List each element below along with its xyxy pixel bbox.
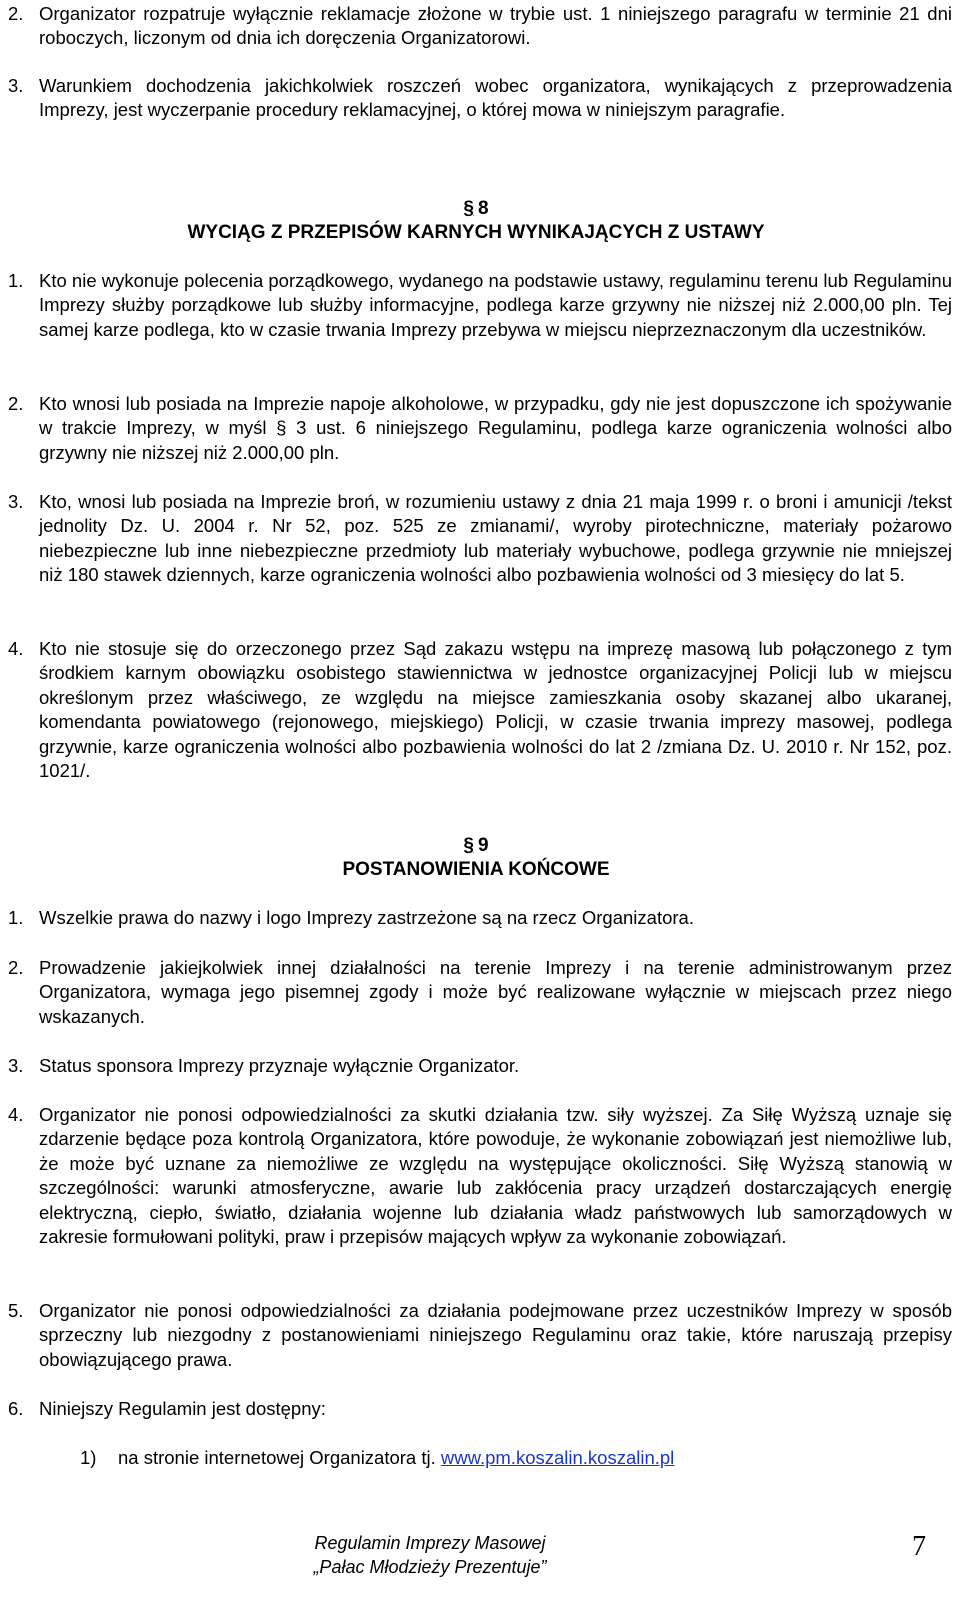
list-item	[0, 906, 952, 930]
item-text: Prowadzenie jakiejkolwiek innej działalności na terenie Imprezy i na terenie administrowanym przez Organizatora, wymaga jego pisemnej zgody i może być realizowane wyłącznie w miejscach przez niego wskazanych.	[39, 957, 952, 1027]
sub-item-number: 1)	[80, 1447, 97, 1468]
page-number: 7	[912, 1531, 926, 1562]
item-text: Kto nie wykonuje polecenia porządkowego, wydanego na podstawie ustawy, regulaminu terenu lub Regulaminu Imprezy służby porządkowe lub służby informacyjne, podlega karze grzywny nie niższej niż 2.000,00 pln. Tej samej karze podlega, kto w czasie trwania Imprezy przebywa w miejscu nieprzeznaczonym dla uczestników.	[39, 270, 952, 340]
list-item	[0, 1103, 952, 1249]
item-text: Organizator rozpatruje wyłącznie reklamacje złożone w trybie ust. 1 niniejszego paragrafu w terminie 21 dni roboczych, liczonym od dnia ich doręczenia Organizatorowi.	[39, 3, 952, 49]
item-text: Warunkiem dochodzenia jakichkolwiek roszczeń wobec organizatora, wynikających z przeprowadzenia Imprezy, jest wyczerpanie procedury reklamacyjnej, o której mowa w niniejszym paragrafie.	[39, 75, 952, 121]
list-item	[0, 637, 952, 783]
section-number: 9	[478, 835, 489, 856]
section-9-title: POSTANOWIENIA KOŃCOWE	[342, 859, 610, 880]
website-link[interactable]: www.pm.koszalin.koszalin.pl	[440, 1447, 675, 1468]
item-text: Kto wnosi lub posiada na Imprezie napoje alkoholowe, w przypadku, gdy nie jest dopuszczone ich spożywanie w trakcie Imprezy, w myśl § 3 ust. 6 niniejszego Regulaminu, podlega karze ograniczenia wolności albo grzywny nie niższej niż 2.000,00 pln.	[39, 393, 952, 463]
list-item	[0, 392, 952, 465]
section-8-title: WYCIĄG Z PRZEPISÓW KARNYCH WYNIKAJĄCYCH Z USTAWY	[187, 222, 765, 243]
list-item	[0, 490, 952, 588]
item-text: Organizator nie ponosi odpowiedzialności za skutki działania tzw. siły wyższej. Za Siłę Wyższą uznaje się zdarzenie będące poza kontrolą Organizatora, które powoduje, że wykonanie zobowiązań jest niemożliwe lub, że może być uznane za niemożliwe ze względu na występujące okoliczności. Siłę Wyższą stanowią w szczególności: warunki atmosferyczne, awarie lub zakłócenia pracy urządzeń dostarczających energię elektryczną, ciepło, światło, działania wojenne lub działania władz państwowych lub samorządowych w zakresie formułowani polityki, praw i przepisów mających wpływ za wykonanie zobowiązań.	[39, 1104, 952, 1248]
section-8-heading-number	[0, 197, 952, 221]
item-number: 4.	[8, 638, 24, 659]
list-item	[0, 269, 952, 342]
list-item	[0, 956, 952, 1029]
section-number: 8	[478, 198, 489, 219]
list-item	[0, 1299, 952, 1372]
section-symbol: §	[463, 198, 474, 219]
item-number: 3.	[8, 75, 24, 96]
item-number: 5.	[8, 1300, 24, 1321]
item-number: 3.	[8, 491, 24, 512]
section-symbol: §	[463, 835, 474, 856]
sub-list-item	[80, 1446, 674, 1470]
list-item	[0, 1397, 952, 1421]
sub-item-text: na stronie internetowej Organizatora tj.	[118, 1447, 436, 1468]
item-text: Wszelkie prawa do nazwy i logo Imprezy zastrzeżone są na rzecz Organizatora.	[39, 907, 694, 928]
item-number: 2.	[8, 957, 24, 978]
item-number: 2.	[8, 393, 24, 414]
list-item	[0, 1054, 952, 1078]
item-number: 1.	[8, 907, 24, 928]
section-9-heading-number	[0, 834, 952, 858]
list-item	[0, 2, 952, 51]
footer-subtitle: „Pałac Młodzieży Prezentuje”	[313, 1557, 547, 1577]
item-text: Organizator nie ponosi odpowiedzialności za działania podejmowane przez uczestników Imprezy w sposób sprzeczny lub niezgodny z postanowieniami niniejszego Regulaminu oraz takie, które naruszają przepisy obowiązującego prawa.	[39, 1300, 952, 1370]
item-number: 3.	[8, 1055, 24, 1076]
footer-title: Regulamin Imprezy Masowej	[314, 1533, 546, 1553]
item-number: 2.	[8, 3, 24, 24]
item-number: 6.	[8, 1398, 24, 1419]
item-text: Kto nie stosuje się do orzeczonego przez Sąd zakazu wstępu na imprezę masową lub połączonego z tym środkiem karnym obowiązku osobistego stawiennictwa w jednostce organizacyjnej Policji lub w miejscu określonym przez właściwego, ze względu na miejsce zamieszkania osoby skazanej albo ukaranej, komendanta powiatowego (rejonowego, miejskiego) Policji, w czasie trwania imprezy masowej, podlega grzywnie, karze ograniczenia wolności albo pozbawienia wolności do lat 2 /zmiana Dz. U. 2010 r. Nr 152, poz. 1021/.	[39, 638, 952, 782]
item-text: Status sponsora Imprezy przyznaje wyłącznie Organizator.	[39, 1055, 520, 1076]
item-text: Kto, wnosi lub posiada na Imprezie broń, w rozumieniu ustawy z dnia 21 maja 1999 r. o broni i amunicji /tekst jednolity Dz. U. 2004 r. Nr 52, poz. 525 ze zmianami/, wyroby pirotechniczne, materiały pożarowo niebezpieczne lub inne niebezpieczne przedmioty lub materiały wybuchowe, podlega grzywnie nie mniejszej niż 180 stawek dziennych, karze ograniczenia wolności albo pozbawienia wolności od 3 miesięcy do lat 5.	[39, 491, 952, 586]
item-number: 4.	[8, 1104, 24, 1125]
item-text: Niniejszy Regulamin jest dostępny:	[39, 1398, 326, 1419]
list-item	[0, 74, 952, 123]
item-number: 1.	[8, 270, 24, 291]
